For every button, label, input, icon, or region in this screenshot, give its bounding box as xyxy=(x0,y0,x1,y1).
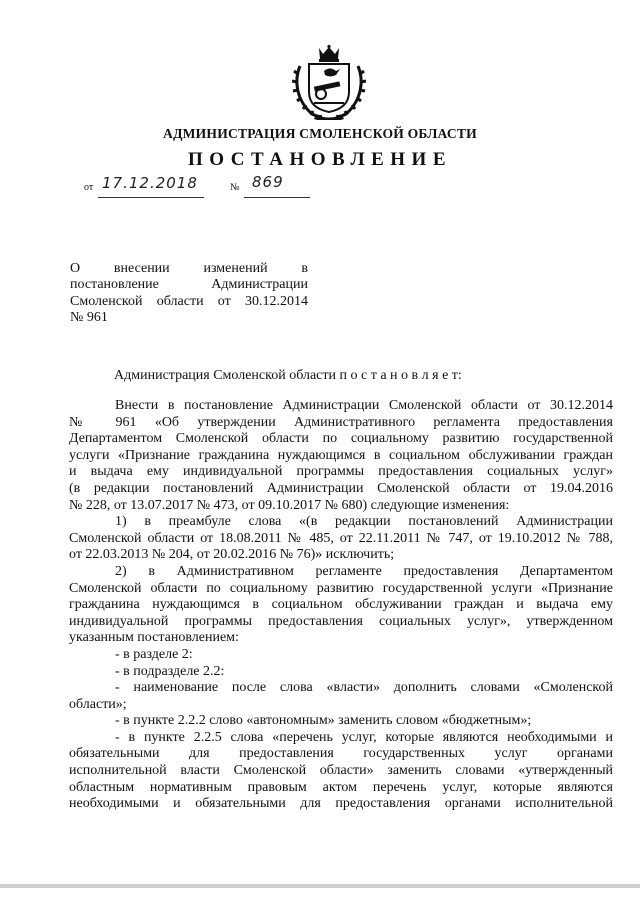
body-line: указанным постановлением: xyxy=(69,630,239,646)
body-line: от 22.03.2013 № 204, от 20.02.2016 № 76)» исключить; xyxy=(69,547,395,563)
body-line: гражданина нуждающимся в социальном обслуживании граждан и выдача ему xyxy=(69,597,613,613)
body-line: обязательными для предоставления государственных услуг органами xyxy=(69,746,613,762)
body-line: 2) в Административном регламенте предоставления Департаментом xyxy=(115,563,613,579)
subject-line: № 961 xyxy=(70,309,108,325)
body-line: - в разделе 2: xyxy=(115,646,193,662)
body-line: Внести в постановление Администрации Смоленской области от 30.12.2014 xyxy=(115,398,613,413)
subject-line: постановление Администрации xyxy=(70,277,308,293)
body-line: - в пункте 2.2.5 слова «перечень услуг, которые являются необходимыми и xyxy=(115,729,613,745)
body-line: Смоленской области по социальному развитию государственной услуги «Признание xyxy=(69,580,613,596)
document-type-title: ПОСТАНОВЛЕНИЕ xyxy=(187,149,453,170)
body-line: - наименование после слова «власти» дополнить словами «Смоленской xyxy=(115,680,613,696)
body-line: Департаментом Смоленской области по социальному развитию государственной xyxy=(69,431,613,447)
body-line: - в подразделе 2.2: xyxy=(115,663,225,679)
number-label: № xyxy=(230,182,240,193)
scan-edge xyxy=(0,884,640,888)
preamble: Администрация Смоленской области п о с т а н о в л я е т: xyxy=(114,368,462,383)
body-line: индивидуальной программы предоставления социальных услуг», утвержденном xyxy=(69,613,613,629)
date-underline xyxy=(98,197,204,198)
body-line: № 961 «Об утверждении Административного регламента предоставления xyxy=(69,414,613,430)
body-line: необходимыми и обязательными для предоставления органами исполнительной xyxy=(69,796,613,812)
organization-name: АДМИНИСТРАЦИЯ СМОЛЕНСКОЙ ОБЛАСТИ xyxy=(163,126,477,141)
body-line: областным нормативным правовым актом перечень услуг, которые являются xyxy=(69,779,613,795)
body-line: 1) в преамбуле слова «(в редакции постановлений Администрации xyxy=(115,514,613,530)
body-line: (в редакции постановлений Администрации Смоленской области от 19.04.2016 xyxy=(69,480,613,496)
body-line: № 228, от 13.07.2017 № 473, от 09.10.2017 № 680) следующие изменения: xyxy=(69,497,510,513)
body-line: услуги «Признание гражданина нуждающимся в социальном обслуживании граждан xyxy=(69,447,613,463)
document-body xyxy=(69,398,613,813)
subject-line: О внесении изменений в xyxy=(70,261,308,276)
body-line: Смоленской области от 18.08.2011 № 485, от 22.11.2011 № 747, от 19.10.2012 № 788, xyxy=(69,530,613,546)
body-line: - в пункте 2.2.2 слово «автономным» заменить словом «бюджетным»; xyxy=(115,713,532,729)
body-line: области»; xyxy=(69,696,127,712)
date-label: от xyxy=(84,182,94,193)
body-line: исполнительной власти Смоленской области» заменить словами «утвержденный xyxy=(69,763,613,779)
document-subject xyxy=(70,261,308,326)
body-line: и выдача ему индивидуальной программы предоставления социальных услуг» xyxy=(69,464,613,480)
subject-line: Смоленской области от 30.12.2014 xyxy=(70,293,308,309)
number-underline xyxy=(244,197,310,198)
smolensk-coat-of-arms-icon xyxy=(292,44,366,120)
date-value: 17.12.2018 xyxy=(102,174,198,192)
number-value: 869 xyxy=(252,173,284,191)
